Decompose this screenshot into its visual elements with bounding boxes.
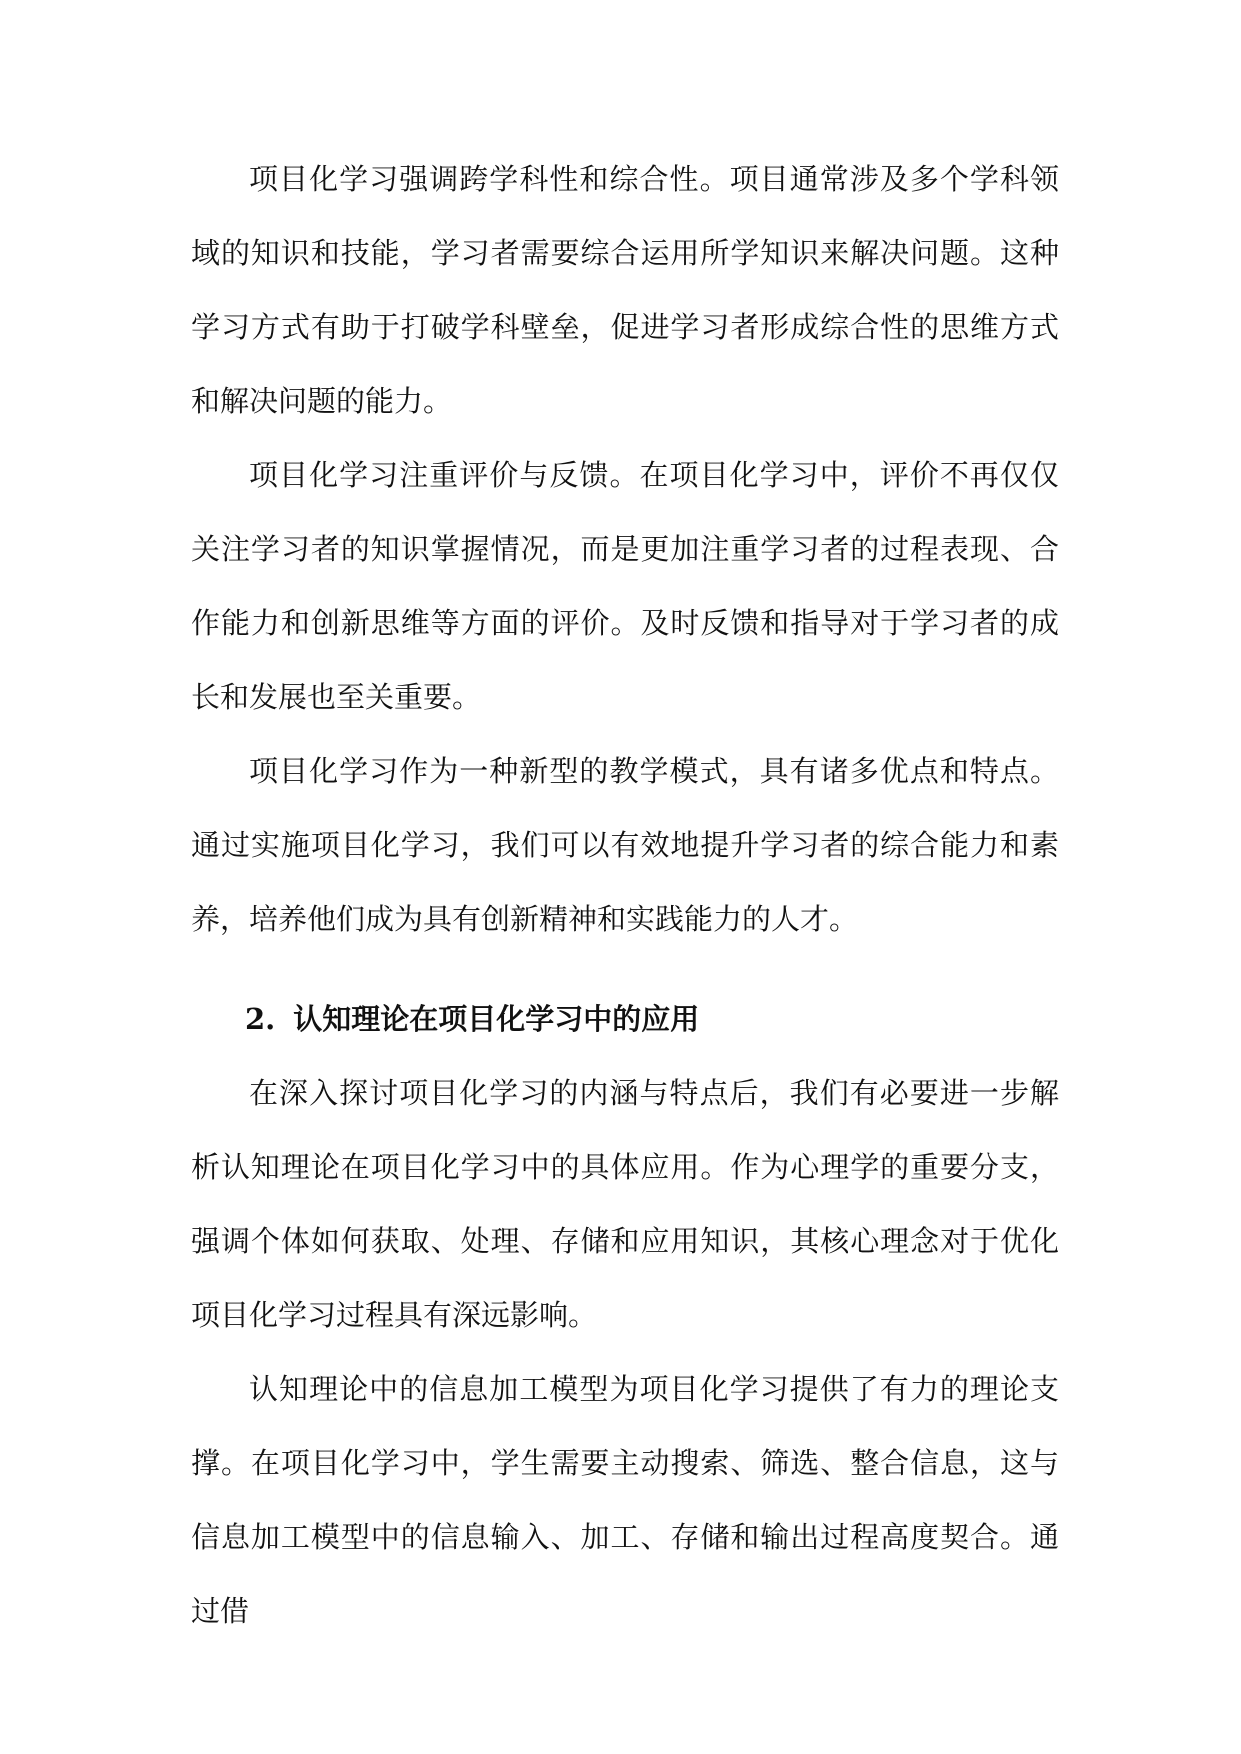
paragraph-cognitive-intro: 在深入探讨项目化学习的内涵与特点后，我们有必要进一步解析认知理论在项目化学习中的具体应用。作为心理学的重要分支，强调个体如何获取、处理、存储和应用知识，其核心理念对于优化项目化学习过程具有深远影响。	[191, 1076, 1059, 1332]
paragraph-interdisciplinary: 项目化学习强调跨学科性和综合性。项目通常涉及多个学科领域的知识和技能，学习者需要综合运用所学知识来解决问题。这种学习方式有助于打破学科壁垒，促进学习者形成综合性的思维方式和解决问题的能力。	[191, 162, 1059, 418]
section-title: 认知理论在项目化学习中的应用	[293, 1002, 700, 1036]
paragraph-evaluation-feedback: 项目化学习注重评价与反馈。在项目化学习中，评价不再仅仅关注学习者的知识掌握情况，而是更加注重学习者的过程表现、合作能力和创新思维等方面的评价。及时反馈和指导对于学习者的成长和发展也至关重要。	[191, 458, 1059, 714]
section-heading	[191, 982, 1059, 1056]
document-body	[191, 142, 1059, 1648]
section-number: 2.	[245, 1002, 276, 1036]
paragraph-information-processing: 认知理论中的信息加工模型为项目化学习提供了有力的理论支撑。在项目化学习中，学生需要主动搜索、筛选、整合信息，这与信息加工模型中的信息输入、加工、存储和输出过程高度契合。通过借	[191, 1372, 1059, 1628]
paragraph-summary: 项目化学习作为一种新型的教学模式，具有诸多优点和特点。通过实施项目化学习，我们可以有效地提升学习者的综合能力和素养，培养他们成为具有创新精神和实践能力的人才。	[191, 754, 1059, 936]
